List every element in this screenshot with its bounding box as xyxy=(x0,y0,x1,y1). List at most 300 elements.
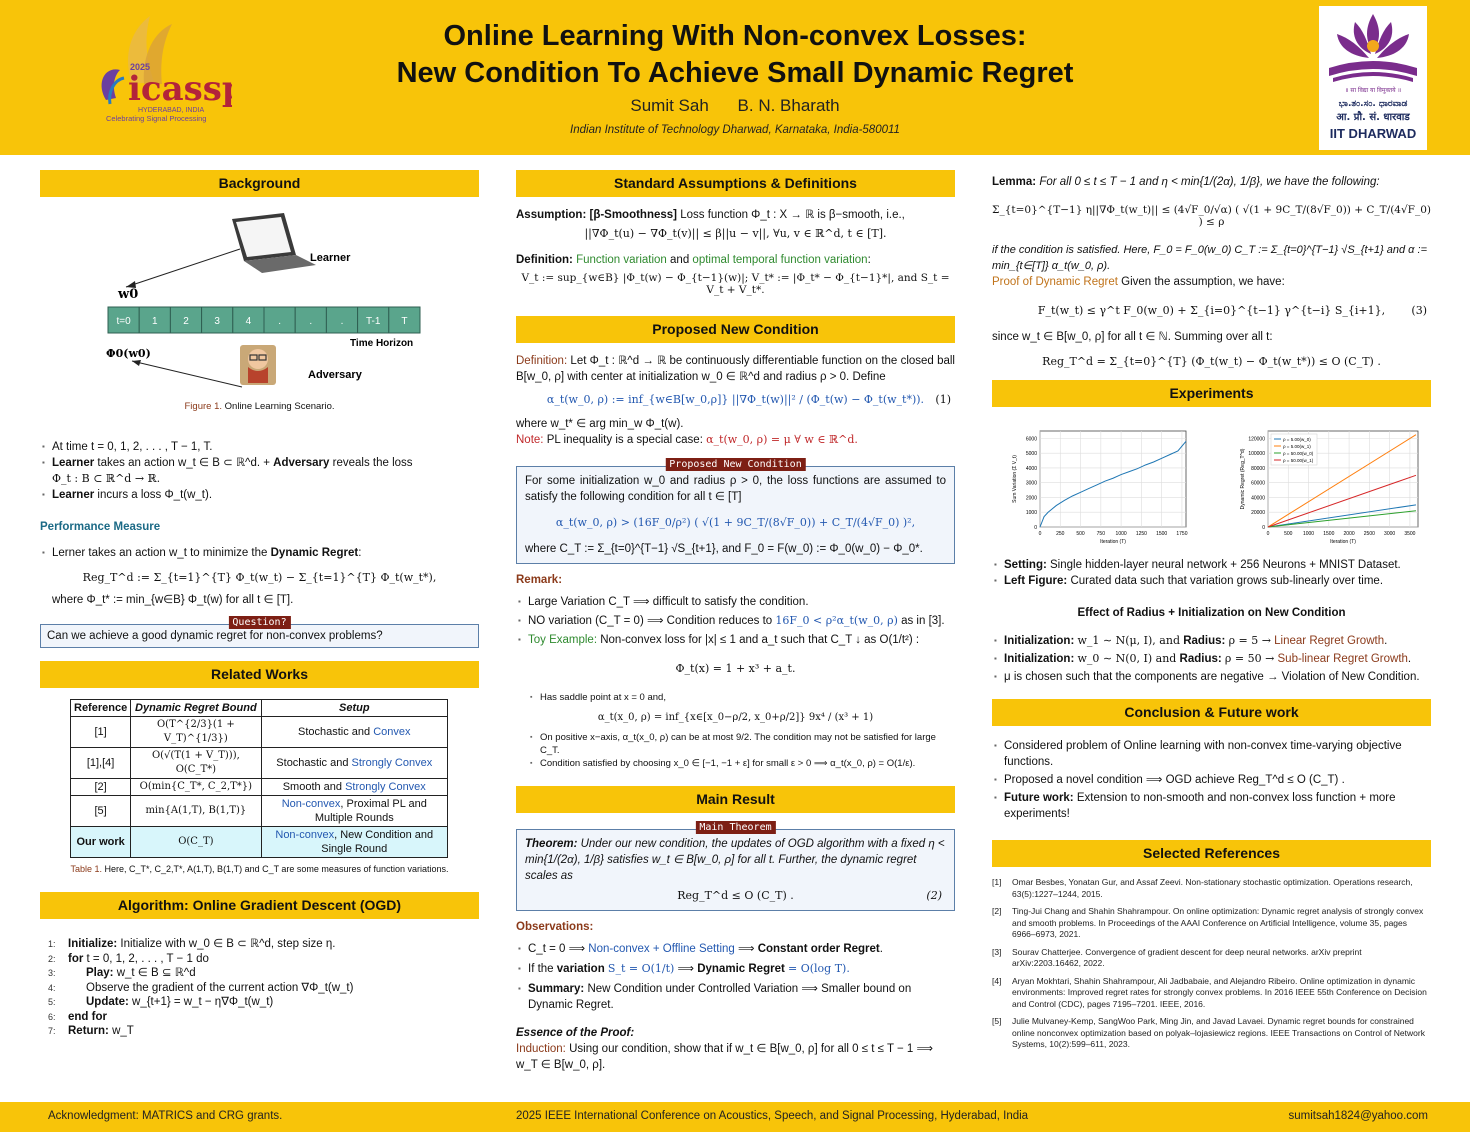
chart-legend xyxy=(1271,434,1317,465)
title-line-1: Online Learning With Non-convex Losses: xyxy=(443,20,1027,52)
x-axis-label: Iteration (T) xyxy=(1100,539,1126,545)
algorithm-line-number: 3: xyxy=(48,968,56,978)
timeline-cell-label: T xyxy=(401,316,408,327)
affiliation: Indian Institute of Technology Dharwad, Karnataka, India-580011 xyxy=(570,124,900,136)
algorithm-line-number: 4: xyxy=(48,982,56,993)
dynamic-regret-formula: Reg_T^d := Σ_{t=1}^{T} Φ_t(w_t) − Σ_{t=1}^{T} Φ_t(w_t*), xyxy=(82,571,437,584)
related-works-row xyxy=(71,796,448,827)
label-learner: Learner xyxy=(310,252,351,264)
algorithm-keyword: Initialize: xyxy=(68,938,118,950)
reference-number: [2] xyxy=(992,906,1002,916)
cell-reference: [2] xyxy=(71,779,131,796)
observation-log-regret xyxy=(516,961,955,977)
cell-bound: min{A(1,T), B(1,T)} xyxy=(131,796,261,827)
x-tick-label: 2000 xyxy=(1343,531,1355,537)
reference-item xyxy=(992,947,1431,970)
algorithm-text: t = 0, 1, 2, . . . , T − 1 do xyxy=(83,952,209,965)
algorithm-line-number: 5: xyxy=(48,997,56,1007)
y-tick-label: 120000 xyxy=(1248,436,1265,443)
y-tick-label: 80000 xyxy=(1251,465,1265,472)
question-text: Can we achieve a good dynamic regret for non-convex problems? xyxy=(47,630,383,642)
definition-variation: Definition: Function variation and optimal temporal function variation: xyxy=(516,254,871,266)
theorem-text: Under our new condition, the updates of OGD algorithm with a fixed η < min{1/(2α), 1/β} satisfies w_t ∈ B[w_0, ρ] for all t. Further, the dynamic regret scales as xyxy=(525,838,945,882)
remark-large-variation-a: Large Variation C_T ⟹ xyxy=(528,596,650,608)
iit-dharwad-logo xyxy=(1319,6,1427,150)
column-middle xyxy=(516,170,955,1073)
definition-alpha xyxy=(516,353,955,385)
note-formula: α_t(w_0, ρ) = μ ∀ w ∈ ℝ^d. xyxy=(706,433,858,446)
reference-number: [5] xyxy=(992,1016,1002,1026)
algorithm-line-number: 7: xyxy=(48,1026,56,1036)
mu-negative-note: ▪ μ is chosen such that the components are negative → Violation of New Condition. xyxy=(992,669,1431,685)
reference-text: Julie Mulvaney-Kemp, SangWoo Park, Ming Jin, and Javad Lavaei. Dynamic regret bounds for constrained online nonconvex optimization based on polyak–lojasiewicz regions. IEEE Transactions on Control of Network Systems, 10(2):599–611, 2023. xyxy=(1012,1016,1425,1049)
equation-number-1: (1) xyxy=(935,393,951,406)
col-header-bound: Dynamic Regret Bound xyxy=(131,700,261,717)
bullet-learner-keyword: Learner xyxy=(52,457,95,469)
author-2: B. N. Bharath xyxy=(737,96,840,115)
plot-area xyxy=(1040,431,1186,527)
definition-alpha-label: Definition: xyxy=(516,355,568,367)
observation-offline-implies: ⟹ xyxy=(738,943,755,955)
timeline-cell-label: t=0 xyxy=(116,316,131,327)
algorithm-line xyxy=(48,1024,479,1039)
alpha-formula: α_t(w_0, ρ) := inf_{w∈B[w_0,ρ]} ||∇Φ_t(w)||² / (Φ_t(w) − Φ_t(w_t*)). xyxy=(546,393,925,406)
poster-title xyxy=(300,18,1170,92)
algorithm-text: w_t ∈ B ⊆ ℝ^d xyxy=(113,967,196,979)
icassp-logo xyxy=(92,14,232,124)
induction-label: Induction: xyxy=(516,1043,566,1055)
proof-dynamic-regret xyxy=(992,274,1431,290)
observation-log-bound: = O(log T). xyxy=(788,962,850,975)
ogd-algorithm xyxy=(40,937,479,1039)
related-works-header-row xyxy=(71,700,448,717)
remark-no-variation-d: as in [3]. xyxy=(901,615,945,627)
proposed-condition-text: For some initialization w_0 and radius ρ > 0, the loss functions are assumed to satisfy the following condition for all t ∈ [T] xyxy=(525,475,946,503)
toy-example-text: Non-convex loss for |x| ≤ 1 and a_t such that C_T ↓ as O(1/t²) : xyxy=(600,634,920,646)
toy-example-label: Toy Example: xyxy=(528,634,598,646)
note-label: Note: xyxy=(516,434,544,446)
reference-item xyxy=(992,877,1431,900)
toy-condition-satisfied: ▪ Condition satisfied by choosing x_0 ∈ [−1, −1 + ε] for small ε > 0 ⟹ α_t(x_0, ρ) = O(1/ε). xyxy=(516,757,955,770)
cell-bound: O(C_T) xyxy=(131,827,261,858)
left-figure-label: Left Figure: xyxy=(1004,575,1068,587)
cell-reference: Our work xyxy=(71,827,131,858)
bullet-adversary-keyword: Adversary xyxy=(273,457,330,469)
y-tick-label: 2000 xyxy=(1025,495,1037,502)
icassp-logo-tagline: Celebrating Signal Processing xyxy=(106,114,207,123)
y-tick-label: 40000 xyxy=(1251,495,1265,502)
laptop-icon xyxy=(232,213,316,273)
table-1-label: Table 1. xyxy=(70,864,103,874)
section-heading-related-works: Related Works xyxy=(40,661,479,688)
definition-and: and xyxy=(666,254,693,266)
observation-log-variation: variation xyxy=(556,963,605,975)
iit-logo-hindi: आ. प्रौ. सं. धारवाड xyxy=(1336,112,1410,123)
init-sublinear-dist: w_0 ∼ N(0, I) and xyxy=(1077,652,1177,665)
algorithm-line xyxy=(48,995,479,1010)
equation-number-2: (2) xyxy=(926,889,942,902)
timeline-cell-label: . xyxy=(340,316,344,327)
reference-text: Omar Besbes, Yonatan Gur, and Assaf Zeevi. Non-stationary stochastic optimization. Operations research, 63(5):1227–1244, 2015. xyxy=(1012,877,1413,899)
observation-log-formula: S_t = O(1/t) xyxy=(607,962,675,975)
label-phi0: Φ0(w0) xyxy=(106,347,151,360)
algorithm-line xyxy=(48,966,479,981)
cell-reference: [1] xyxy=(71,717,131,748)
bullet-dynamic-regret-keyword: Dynamic Regret xyxy=(270,547,359,559)
related-works-body xyxy=(71,717,448,858)
timeline-bar xyxy=(108,307,420,333)
algorithm-line xyxy=(48,1010,479,1025)
table-1-caption xyxy=(40,864,479,874)
reference-text: Sourav Chatterjee. Convergence of gradient descent for deep neural networks. arXiv preprint arXiv:2203.16462, 2022. xyxy=(1012,946,1362,968)
toy-alpha-formula: α_t(x_0, ρ) = inf_{x∈[x_0−ρ/2, x_0+ρ/2]} 9x⁴ / (x³ + 1) xyxy=(597,712,874,723)
related-works-row xyxy=(71,717,448,748)
remark-no-variation-b: Condition reduces to xyxy=(666,615,773,627)
cell-setup-part-a: Non-convex xyxy=(275,829,335,841)
algorithm-keyword: Return: xyxy=(68,1025,109,1037)
poster-footer xyxy=(0,1102,1470,1132)
toy-example-formula: Φ_t(x) = 1 + x³ + a_t. xyxy=(675,662,796,675)
cell-setup-part-b: Strongly Convex xyxy=(351,757,433,769)
figure-1-caption-text: Online Learning Scenario. xyxy=(224,401,335,412)
essence-of-proof: Essence of the Proof: xyxy=(516,1027,635,1039)
remark-no-variation-a: NO variation (C_T = 0) ⟹ xyxy=(528,615,664,627)
iit-logo-english: IIT DHARWAD xyxy=(1329,126,1417,141)
effect-heading: Effect of Radius + Initialization on New Condition xyxy=(1077,607,1346,619)
setting-label: Setting: xyxy=(1004,559,1047,571)
proof-since: since w_t ∈ B[w_0, ρ] for all t ∈ ℕ. Summing over all t: xyxy=(992,331,1273,343)
assumption-text: Loss function Φ_t : X → ℝ is β−smooth, i.e., xyxy=(680,209,905,221)
main-theorem-tag: Main Theorem xyxy=(695,821,775,834)
reference-text: Aryan Mokhtari, Shahin Shahrampour, Ali Jadbabaie, and Alejandro Ribeiro. Online optimization in dynamic environments: Improved regret rates for strongly convex problems. In 2016 IEEE 55th Conference on Decision and Control (CDC), pages 7195–7201. IEEE, 2016. xyxy=(1012,975,1427,1009)
toy-saddle-point: ▪ Has saddle point at x = 0 and, xyxy=(516,691,955,704)
proof-text: Given the assumption, we have: xyxy=(1121,276,1285,288)
section-heading-proposed-condition: Proposed New Condition xyxy=(516,316,955,343)
algorithm-line xyxy=(48,981,479,996)
cell-setup-part-b: Strongly Convex xyxy=(345,781,426,793)
x-tick-label: 500 xyxy=(1284,531,1293,537)
y-axis-label: Sum Variation (Σ V_t) xyxy=(1012,455,1018,503)
lemma-formula: Σ_{t=0}^{T−1} η||∇Φ_t(w_t)|| ≤ (4√F_0/√α) ( √(1 + 9C_T/(8√F_0)) + C_T/(4√F_0) ) ≤ ρ xyxy=(992,204,1431,228)
icassp-logo-text: icass xyxy=(128,69,222,109)
y-tick-label: 6000 xyxy=(1025,436,1037,443)
variation-formula: V_t := sup_{w∈B} |Φ_t(w) − Φ_{t−1}(w)|; V_t* := |Φ_t* − Φ_{t−1}*|, and S_t = V_t + V_t*. xyxy=(521,272,950,296)
iit-logo-kannada: ಭಾ.ತಂ.ಸಂ. ಧಾರವಾಡ xyxy=(1338,99,1408,109)
observation-log-regret-keyword: Dynamic Regret xyxy=(697,963,785,975)
proof-formula-row xyxy=(992,304,1431,317)
observations-label: Observations: xyxy=(516,921,594,933)
observation-log-implies: ⟹ xyxy=(677,963,695,975)
title-line-2: New Condition To Achieve Small Dynamic Regret xyxy=(396,57,1074,89)
reference-number: [4] xyxy=(992,975,1002,986)
related-works-row xyxy=(71,827,448,858)
conclusion-1: ▪ Considered problem of Online learning with non-convex time-varying objective functions. xyxy=(992,738,1431,770)
cell-setup xyxy=(261,779,447,796)
footer-conference: 2025 IEEE International Conference on Acoustics, Speech, and Signal Processing, Hyderabad, India xyxy=(516,1110,1029,1122)
bullet-time: ▪ At time t = 0, 1, 2, . . . , T − 1, T. xyxy=(40,439,479,455)
alpha-formula-row xyxy=(516,393,955,406)
legend-label: ρ = 5.00(w_1) xyxy=(1283,444,1311,449)
online-learning-figure xyxy=(40,197,479,397)
definition-label: Definition: xyxy=(516,254,573,266)
question-box xyxy=(40,617,479,648)
proposed-condition-where: where C_T := Σ_{t=0}^{T−1} √S_{t+1}, and F_0 = F(w_0) := Φ_0(w_0) − Φ_0*. xyxy=(525,543,923,555)
cell-reference: [5] xyxy=(71,796,131,827)
timeline-cell-label: 1 xyxy=(152,316,158,327)
algorithm-text: w_{t+1} = w_t − η∇Φ_t(w_t) xyxy=(128,996,274,1008)
label-time-horizon: Time Horizon xyxy=(350,338,414,349)
x-tick-label: 500 xyxy=(1076,531,1085,537)
legend-label: ρ = 50.00(w_0) xyxy=(1283,451,1314,456)
figure-1-caption xyxy=(40,401,479,412)
definition-function-variation: Function variation xyxy=(576,254,667,266)
cell-setup xyxy=(261,796,447,827)
observation-offline-a: C_t = 0 ⟹ xyxy=(528,943,586,955)
x-tick-label: 1250 xyxy=(1135,531,1147,537)
footer-email: sumitsah1824@yahoo.com xyxy=(1288,1110,1428,1122)
timeline-cell-label: 2 xyxy=(183,316,189,327)
init-sublinear-radius-label: Radius: xyxy=(1179,653,1222,665)
algorithm-keyword: end for xyxy=(68,1010,107,1023)
x-tick-label: 1500 xyxy=(1156,531,1168,537)
init-linear-radius-label: Radius: xyxy=(1183,635,1226,647)
init-linear-radius: ρ = 5 → xyxy=(1228,634,1271,647)
column-left xyxy=(40,170,479,1039)
y-tick-label: 3000 xyxy=(1025,480,1037,487)
smoothness-formula: ||∇Φ_t(u) − ∇Φ_t(v)|| ≤ β||u − v||, ∀u, v ∈ ℝ^d, t ∈ [T]. xyxy=(584,227,887,240)
theorem-formula: Reg_T^d ≤ O (C_T) . xyxy=(677,889,794,902)
related-works-row xyxy=(71,779,448,796)
algorithm-text: Observe the gradient of the current action ∇Φ_t(w_t) xyxy=(86,981,354,994)
legend-label: ρ = 50.00(w_1) xyxy=(1283,458,1314,463)
algorithm-keyword: for xyxy=(68,952,84,965)
table-1-caption-text: Here, C_T*, C_2,T*, A(1,T), B(1,T) and C_T are some measures of function variations. xyxy=(104,864,449,874)
col-header-reference: Reference xyxy=(71,700,131,717)
icassp-logo-graphic xyxy=(92,14,232,124)
section-heading-references: Selected References xyxy=(992,840,1431,867)
cell-setup-part-a: Smooth and xyxy=(282,781,346,793)
x-tick-label: 0 xyxy=(1038,531,1042,537)
online-learning-diagram xyxy=(40,197,479,397)
reference-number: [1] xyxy=(992,877,1002,887)
x-axis-label: Iteration (T) xyxy=(1330,539,1356,545)
x-tick-label: 750 xyxy=(1096,531,1106,537)
icassp-logo-city: HYDERABAD, INDIA xyxy=(138,107,205,114)
y-tick-label: 1000 xyxy=(1025,510,1037,517)
bullet-loss-def: Φ_t : B ⊂ ℝ^d → ℝ. xyxy=(52,472,161,485)
cell-reference: [1],[4] xyxy=(71,748,131,779)
section-heading-experiments: Experiments xyxy=(992,380,1431,407)
algorithm-text: Initialize with w_0 ∈ B ⊂ ℝ^d, step size η. xyxy=(117,938,336,950)
init-sublinear: ▪ Initialization: w_0 ∼ N(0, I) and Radius: ρ = 50 → Sub-linear Regret Growth. xyxy=(992,651,1431,667)
bullet-learner-loss-text: incurs a loss Φ_t(w_t). xyxy=(97,489,213,501)
observation-offline-setting: Non-convex + Offline Setting xyxy=(588,943,735,955)
definition-optimal-variation: optimal temporal function variation xyxy=(692,254,868,266)
observation-summary xyxy=(516,981,955,1013)
init-sublinear-label: Initialization: xyxy=(1004,653,1075,665)
reference-number: [3] xyxy=(992,946,1002,957)
x-tick-label: 1000 xyxy=(1115,531,1127,537)
regret-bound-formula: Reg_T^d = Σ_{t=0}^{T} (Φ_t(w_t) − Φ_t(w_t*)) ≤ O (C_T) . xyxy=(1042,355,1381,368)
related-works-table xyxy=(70,699,448,858)
toy-positive-axis: ▪ On positive x−axis, α_t(x_0, ρ) can be at most 9/2. The condition may not be satisfied for large C_T. xyxy=(516,731,955,757)
adversary-avatar-icon xyxy=(240,345,276,385)
remark-no-variation-formula: 16F_0 < ρ²α_t(w_0, ρ) xyxy=(775,614,898,627)
observation-log-a: If the xyxy=(528,963,554,975)
reference-item xyxy=(992,1016,1431,1051)
lemma-label: Lemma: xyxy=(992,176,1037,188)
init-linear: ▪ Initialization: w_1 ∼ N(μ, I), and Radius: ρ = 5 → Linear Regret Growth. xyxy=(992,633,1431,649)
cell-bound: O(min{C_T*, C_2,T*}) xyxy=(131,779,261,796)
reference-item xyxy=(992,976,1431,1011)
definition-alpha-text: Let Φ_t : ℝ^d → ℝ be continuously differentiable function on the closed ball B[w_0, ρ] with center at initialization w_0 ∈ ℝ^d and radius ρ > 0. Define xyxy=(516,355,955,383)
proposed-condition-formula: α_t(w_0, ρ) > (16F_0/ρ²) ( √(1 + 9C_T/(8√F_0)) + C_T/(4√F_0) )², xyxy=(555,516,916,529)
alpha-where: where w_t* ∈ arg min_w Φ_t(w). xyxy=(516,418,684,430)
algorithm-line xyxy=(48,952,479,967)
figure-1-label: Figure 1. xyxy=(184,401,222,412)
section-heading-conclusion: Conclusion & Future work xyxy=(992,699,1431,726)
question-tag: Question? xyxy=(228,616,290,629)
experiment-left-figure xyxy=(992,573,1431,589)
algorithm-text: w_T xyxy=(108,1025,134,1037)
x-tick-label: 3000 xyxy=(1384,531,1396,537)
col-header-setup: Setup xyxy=(261,700,447,717)
sum-variation-chart xyxy=(998,417,1198,553)
proof-label: Proof of Dynamic Regret xyxy=(992,276,1118,288)
experiment-figures xyxy=(992,417,1431,553)
iit-logo-motto: ॥ सा विद्या या विमुक्तये ॥ xyxy=(1344,87,1402,94)
assumption-label: Assumption: xyxy=(516,209,587,221)
timeline-cell-label: 4 xyxy=(245,316,252,327)
y-tick-label: 0 xyxy=(1034,525,1037,531)
timeline-cell-label: . xyxy=(309,316,313,327)
related-works-row xyxy=(71,748,448,779)
x-tick-label: 2500 xyxy=(1363,531,1375,537)
label-w0: w0 xyxy=(118,287,139,302)
bullet-adversary-text: reveals the loss xyxy=(332,457,413,469)
induction xyxy=(516,1041,955,1073)
timeline-cell-label: 3 xyxy=(214,316,220,327)
y-tick-label: 5000 xyxy=(1025,451,1037,458)
observation-constant-regret: Constant order Regret xyxy=(757,943,880,955)
conclusion-future-work xyxy=(992,790,1431,822)
observation-summary-text: New Condition under Controlled Variation ⟹ Smaller bound on Dynamic Regret. xyxy=(528,983,912,1011)
observation-summary-label: Summary: xyxy=(528,983,585,995)
x-tick-label: 1000 xyxy=(1302,531,1315,537)
footer-acknowledgment: Acknowledgment: MATRICS and CRG grants. xyxy=(48,1110,283,1122)
init-linear-result: Linear Regret Growth xyxy=(1274,635,1385,647)
background-bullets xyxy=(40,439,479,503)
cell-setup-part-a: Non-convex xyxy=(281,798,341,810)
author-1: Sumit Sah xyxy=(630,96,709,115)
cell-setup-part-b: , New Condition and Single Round xyxy=(321,829,434,855)
remark-large-variation xyxy=(516,594,955,610)
init-sublinear-result: Sub-linear Regret Growth xyxy=(1277,653,1408,665)
experiment-setting xyxy=(992,557,1431,573)
section-heading-main-result: Main Result xyxy=(516,786,955,813)
lemma xyxy=(992,174,1431,190)
legend-label: ρ = 5.00(w_0) xyxy=(1283,437,1311,442)
algorithm-line-number: 1: xyxy=(48,939,56,949)
timeline-cell-label: T-1 xyxy=(365,316,381,327)
bullet-dynamic-regret: ▪ Lerner takes an action w_t to minimize the Dynamic Regret: xyxy=(40,545,479,561)
column-right xyxy=(992,170,1431,1057)
algorithm-line-number: 6: xyxy=(48,1011,56,1022)
label-adversary: Adversary xyxy=(308,369,362,381)
theorem-label: Theorem: xyxy=(525,838,578,850)
remark-label: Remark: xyxy=(516,574,563,586)
x-tick-label: 1750 xyxy=(1176,531,1188,537)
section-heading-assumptions: Standard Assumptions & Definitions xyxy=(516,170,955,197)
cell-bound: O(√(T(1 + V_T))), O(C_T*) xyxy=(131,748,261,779)
bullet-learner-text: takes an action w_t ∈ B ⊂ ℝ^d. + xyxy=(97,457,270,469)
observation-offline: ▪ C_t = 0 ⟹ Non-convex + Offline Setting ⟹ Constant order Regret. xyxy=(516,941,955,957)
x-tick-label: 0 xyxy=(1266,531,1270,537)
algorithm-keyword: Play: xyxy=(86,967,114,979)
cell-setup-part-a: Stochastic and xyxy=(276,757,352,769)
left-figure-text: Curated data such that variation grows sub-linearly over time. xyxy=(1070,575,1384,587)
reference-text: Ting-Jui Chang and Shahin Shahrampour. On online optimization: Dynamic regret analysis of strongly convex and smooth problems. In Proceedings of the AAAI Conference on Artificial Intelligence, volume 35, pages 6966–6973, 2021. xyxy=(1012,906,1424,939)
lemma-condition: if the condition is satisfied. Here, F_0 = F_0(w_0) C_T := Σ_{t=0}^{T−1} √S_{t+1} and α := min_{t∈[T]} α_t(w_0, ρ). xyxy=(992,244,1427,272)
reference-item xyxy=(992,906,1431,941)
conclusion-2: ▪ Proposed a novel condition ⟹ OGD achieve Reg_T^d ≤ O (C_T) . xyxy=(992,772,1431,788)
algorithm-line-number: 2: xyxy=(48,953,56,964)
y-tick-label: 20000 xyxy=(1251,510,1265,517)
theorem-formula-row xyxy=(525,888,946,904)
section-heading-background: Background xyxy=(40,170,479,197)
cell-setup-part-a: Stochastic and xyxy=(298,726,374,738)
algorithm-keyword: Update: xyxy=(86,996,129,1008)
cell-setup xyxy=(261,827,447,858)
init-linear-label: Initialization: xyxy=(1004,635,1075,647)
iit-dharwad-logo-graphic xyxy=(1319,6,1427,150)
performance-measure-heading: Performance Measure xyxy=(40,521,161,533)
equation-number-3: (3) xyxy=(1411,304,1427,317)
note-text: PL inequality is a special case: xyxy=(546,434,703,446)
assumption-name: [β-Smoothness] xyxy=(589,209,678,221)
y-tick-label: 4000 xyxy=(1025,465,1037,472)
cell-setup-part-b: Convex xyxy=(373,726,411,738)
bullet-learner-loss-keyword: Learner xyxy=(52,489,95,501)
cell-setup xyxy=(261,748,447,779)
algorithm-line xyxy=(48,937,479,952)
poster-header xyxy=(0,0,1470,155)
dynamic-regret-chart xyxy=(1220,417,1432,553)
bullet-learner-action xyxy=(40,455,479,487)
proof-formula: F_t(w_t) ≤ γ^t F_0(w_0) + Σ_{i=0}^{t−1} γ^{t−i} S_{i+1}, xyxy=(1037,304,1386,317)
init-linear-dist: w_1 ∼ N(μ, I), and xyxy=(1077,634,1180,647)
lemma-text: For all 0 ≤ t ≤ T − 1 and η < min{1/(2α), 1/β}, we have the following: xyxy=(1039,176,1380,188)
future-work-label: Future work: xyxy=(1004,792,1074,804)
y-tick-label: 60000 xyxy=(1251,480,1265,487)
x-tick-label: 250 xyxy=(1056,531,1065,537)
reference-list xyxy=(992,877,1431,1051)
author-list xyxy=(300,96,1170,116)
remark-large-variation-b: difficult to satisfy the condition. xyxy=(652,596,809,608)
induction-text: Using our condition, show that if w_t ∈ B[w_0, ρ] for all 0 ≤ t ≤ T − 1 ⟹ w_T ∈ B[w_0, ρ]. xyxy=(516,1043,933,1071)
y-tick-label: 100000 xyxy=(1248,451,1265,458)
proposed-condition-tag: Proposed New Condition xyxy=(665,458,805,471)
y-axis-label: Dynamic Regret (Reg_T^d) xyxy=(1240,448,1246,510)
proposed-condition-box xyxy=(516,459,955,564)
x-tick-label: 3500 xyxy=(1404,531,1416,537)
init-sublinear-radius: ρ = 50 → xyxy=(1224,652,1275,665)
setting-text: Single hidden-layer neural network + 256 Neurons + MNIST Dataset. xyxy=(1050,559,1401,571)
toy-example xyxy=(516,632,955,648)
section-heading-algorithm: Algorithm: Online Gradient Descent (OGD) xyxy=(40,892,479,919)
cell-bound: O(T^{2/3}(1 + V_T)^{1/3}) xyxy=(131,717,261,748)
assumption-smoothness xyxy=(516,207,955,223)
